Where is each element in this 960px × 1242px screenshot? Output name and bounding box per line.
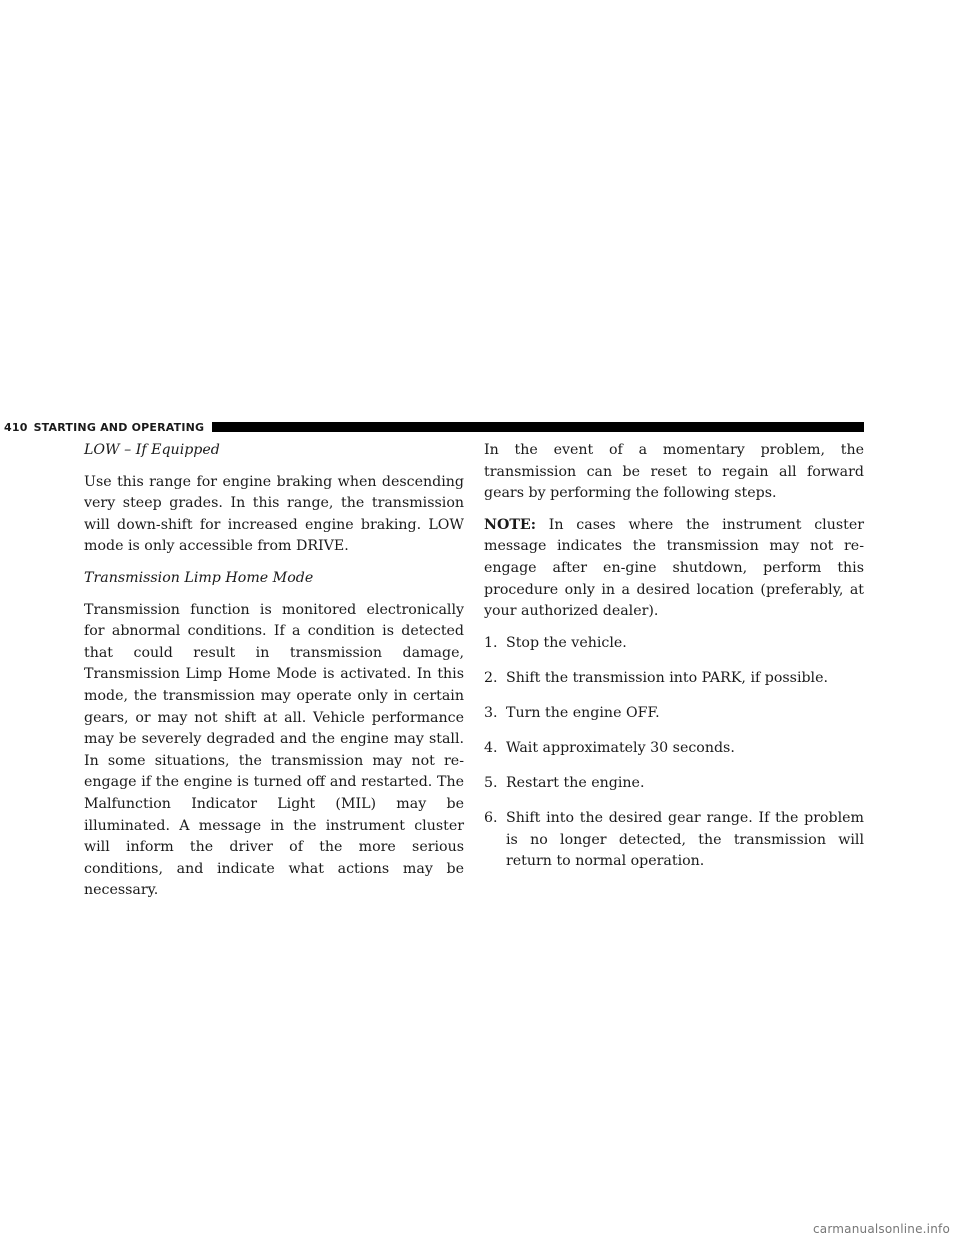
list-item <box>484 808 864 873</box>
step-text: Shift the transmission into PARK, if possible. <box>506 669 829 686</box>
note-label: NOTE: <box>484 516 536 533</box>
note-text: In cases where the instrument cluster message indicates the transmission may not re-engage after en-gine shutdown, perform this procedure only in a desired location (preferably, at your authorized dealer). <box>484 516 864 620</box>
step-text: Shift into the desired gear range. If the problem is no longer detected, the transmission will return to normal operation. <box>506 810 864 870</box>
low-heading: LOW – If Equipped <box>84 442 220 458</box>
reset-intro-paragraph: In the event of a momentary problem, the transmission can be reset to regain all forward gears by performing the following steps. <box>484 442 864 502</box>
step-number: 4. <box>484 740 498 757</box>
limp-home-heading: Transmission Limp Home Mode <box>84 569 314 586</box>
step-number: 6. <box>484 810 498 827</box>
list-item <box>484 773 864 795</box>
header-rule-bar <box>212 422 864 432</box>
list-item <box>484 668 864 690</box>
step-text: Stop the vehicle. <box>506 634 627 651</box>
list-item <box>484 633 864 655</box>
left-column <box>84 440 464 912</box>
page-number: 410 <box>4 420 28 434</box>
page-header <box>0 420 864 434</box>
step-text: Restart the engine. <box>506 775 645 792</box>
step-number: 5. <box>484 775 498 792</box>
limp-home-paragraph: Transmission function is monitored electronically for abnormal conditions. If a condition is detected that could result in transmission damage, Transmission Limp Home Mode is activated. In this mode, the transmission may operate only in certain gears, or may not shift at all. Vehicle performance may be severely degraded and the engine may stall. In some situations, the transmission may not re-engage if the engine is turned off and restarted. The Malfunction Indicator Light (MIL) may be illuminated. A message in the instrument cluster will inform the driver of the more serious conditions, and indicate what actions may be necessary. <box>84 601 464 899</box>
reset-steps-list <box>484 633 864 873</box>
footer-watermark: carmanualsonline.info <box>813 1222 950 1236</box>
low-paragraph: Use this range for engine braking when descending very steep grades. In this range, the transmission will down-shift for increased engine braking. LOW mode is only accessible from DRIVE. <box>84 473 464 555</box>
step-text: Turn the engine OFF. <box>506 704 660 721</box>
step-number: 2. <box>484 669 498 686</box>
section-title: STARTING AND OPERATING <box>33 420 205 434</box>
right-column <box>484 440 864 887</box>
step-text: Wait approximately 30 seconds. <box>506 740 735 757</box>
step-number: 1. <box>484 634 498 651</box>
list-item <box>484 738 864 760</box>
list-item <box>484 703 864 725</box>
step-number: 3. <box>484 704 498 721</box>
note-paragraph <box>484 515 864 623</box>
